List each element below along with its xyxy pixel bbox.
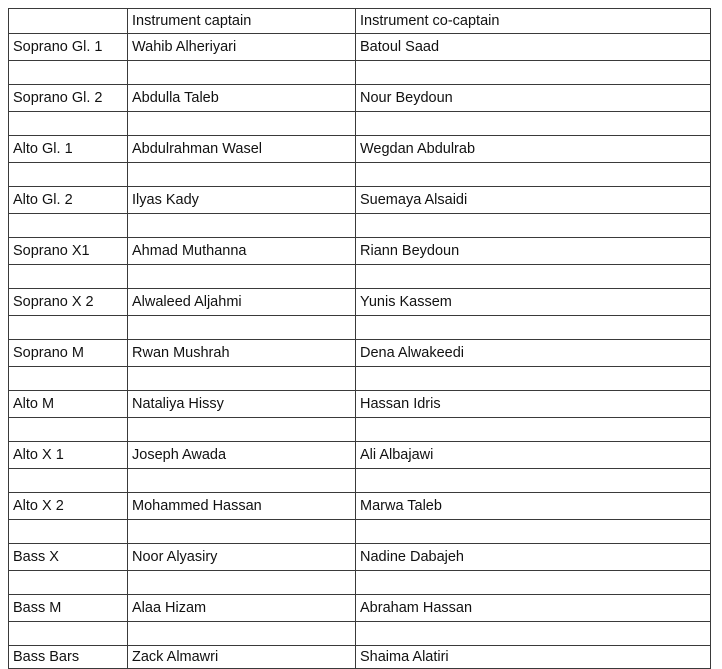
table-body xyxy=(9,9,711,669)
table-row xyxy=(9,136,711,163)
table-row xyxy=(9,442,711,469)
header-cell-section xyxy=(9,9,128,34)
section-cell: Soprano Gl. 2 xyxy=(9,85,128,112)
co-captain-cell: Suemaya Alsaidi xyxy=(356,187,711,214)
section-cell: Bass X xyxy=(9,544,128,571)
empty-cell xyxy=(356,622,711,646)
section-cell: Alto M xyxy=(9,391,128,418)
empty-cell xyxy=(128,469,356,493)
empty-cell xyxy=(9,163,128,187)
empty-cell xyxy=(9,214,128,238)
empty-cell xyxy=(128,265,356,289)
empty-cell xyxy=(9,112,128,136)
empty-cell xyxy=(9,61,128,85)
captain-cell: Joseph Awada xyxy=(128,442,356,469)
header-cell-co-captain: Instrument co-captain xyxy=(356,9,711,34)
empty-cell xyxy=(356,316,711,340)
empty-cell xyxy=(356,520,711,544)
co-captain-cell: Hassan Idris xyxy=(356,391,711,418)
blank-spacer-row xyxy=(9,61,711,85)
captain-cell: Noor Alyasiry xyxy=(128,544,356,571)
blank-spacer-row xyxy=(9,163,711,187)
empty-cell xyxy=(9,520,128,544)
section-cell: Soprano X 2 xyxy=(9,289,128,316)
captain-cell: Nataliya Hissy xyxy=(128,391,356,418)
captain-cell: Wahib Alheriyari xyxy=(128,34,356,61)
empty-cell xyxy=(9,622,128,646)
co-captain-cell: Nadine Dabajeh xyxy=(356,544,711,571)
empty-cell xyxy=(128,520,356,544)
empty-cell xyxy=(356,469,711,493)
header-row xyxy=(9,9,711,34)
blank-spacer-row xyxy=(9,367,711,391)
section-cell: Bass Bars xyxy=(9,646,128,669)
empty-cell xyxy=(128,61,356,85)
co-captain-cell: Batoul Saad xyxy=(356,34,711,61)
empty-cell xyxy=(128,418,356,442)
empty-cell xyxy=(356,112,711,136)
table-row xyxy=(9,595,711,622)
empty-cell xyxy=(356,571,711,595)
empty-cell xyxy=(128,367,356,391)
captain-cell: Ilyas Kady xyxy=(128,187,356,214)
section-cell: Soprano Gl. 1 xyxy=(9,34,128,61)
co-captain-cell: Wegdan Abdulrab xyxy=(356,136,711,163)
blank-spacer-row xyxy=(9,571,711,595)
instrument-captains-table xyxy=(8,8,711,669)
co-captain-cell: Dena Alwakeedi xyxy=(356,340,711,367)
blank-spacer-row xyxy=(9,112,711,136)
empty-cell xyxy=(128,214,356,238)
co-captain-cell: Ali Albajawi xyxy=(356,442,711,469)
co-captain-cell: Nour Beydoun xyxy=(356,85,711,112)
header-cell-captain: Instrument captain xyxy=(128,9,356,34)
captain-cell: Zack Almawri xyxy=(128,646,356,669)
table-row xyxy=(9,544,711,571)
empty-cell xyxy=(9,469,128,493)
empty-cell xyxy=(128,316,356,340)
empty-cell xyxy=(356,418,711,442)
section-cell: Alto Gl. 1 xyxy=(9,136,128,163)
section-cell: Bass M xyxy=(9,595,128,622)
captain-cell: Rwan Mushrah xyxy=(128,340,356,367)
empty-cell xyxy=(9,418,128,442)
co-captain-cell: Yunis Kassem xyxy=(356,289,711,316)
blank-spacer-row xyxy=(9,622,711,646)
table-row xyxy=(9,391,711,418)
captain-cell: Abdulla Taleb xyxy=(128,85,356,112)
section-cell: Alto X 2 xyxy=(9,493,128,520)
empty-cell xyxy=(128,622,356,646)
empty-cell xyxy=(356,163,711,187)
blank-spacer-row xyxy=(9,214,711,238)
co-captain-cell: Marwa Taleb xyxy=(356,493,711,520)
table-row xyxy=(9,646,711,669)
empty-cell xyxy=(356,61,711,85)
captain-cell: Ahmad Muthanna xyxy=(128,238,356,265)
blank-spacer-row xyxy=(9,316,711,340)
empty-cell xyxy=(356,367,711,391)
empty-cell xyxy=(356,214,711,238)
table-row xyxy=(9,238,711,265)
empty-cell xyxy=(128,571,356,595)
empty-cell xyxy=(128,112,356,136)
co-captain-cell: Riann Beydoun xyxy=(356,238,711,265)
captain-cell: Alwaleed Aljahmi xyxy=(128,289,356,316)
empty-cell xyxy=(9,265,128,289)
blank-spacer-row xyxy=(9,520,711,544)
table-row xyxy=(9,34,711,61)
captain-cell: Alaa Hizam xyxy=(128,595,356,622)
empty-cell xyxy=(9,571,128,595)
empty-cell xyxy=(128,163,356,187)
table-row xyxy=(9,187,711,214)
empty-cell xyxy=(9,316,128,340)
table-row xyxy=(9,85,711,112)
empty-cell xyxy=(9,367,128,391)
blank-spacer-row xyxy=(9,469,711,493)
co-captain-cell: Abraham Hassan xyxy=(356,595,711,622)
section-cell: Alto Gl. 2 xyxy=(9,187,128,214)
table-row xyxy=(9,493,711,520)
co-captain-cell: Shaima Alatiri xyxy=(356,646,711,669)
section-cell: Soprano M xyxy=(9,340,128,367)
section-cell: Alto X 1 xyxy=(9,442,128,469)
blank-spacer-row xyxy=(9,265,711,289)
section-cell: Soprano X1 xyxy=(9,238,128,265)
table-row xyxy=(9,289,711,316)
empty-cell xyxy=(356,265,711,289)
captain-cell: Abdulrahman Wasel xyxy=(128,136,356,163)
table-row xyxy=(9,340,711,367)
blank-spacer-row xyxy=(9,418,711,442)
captain-cell: Mohammed Hassan xyxy=(128,493,356,520)
